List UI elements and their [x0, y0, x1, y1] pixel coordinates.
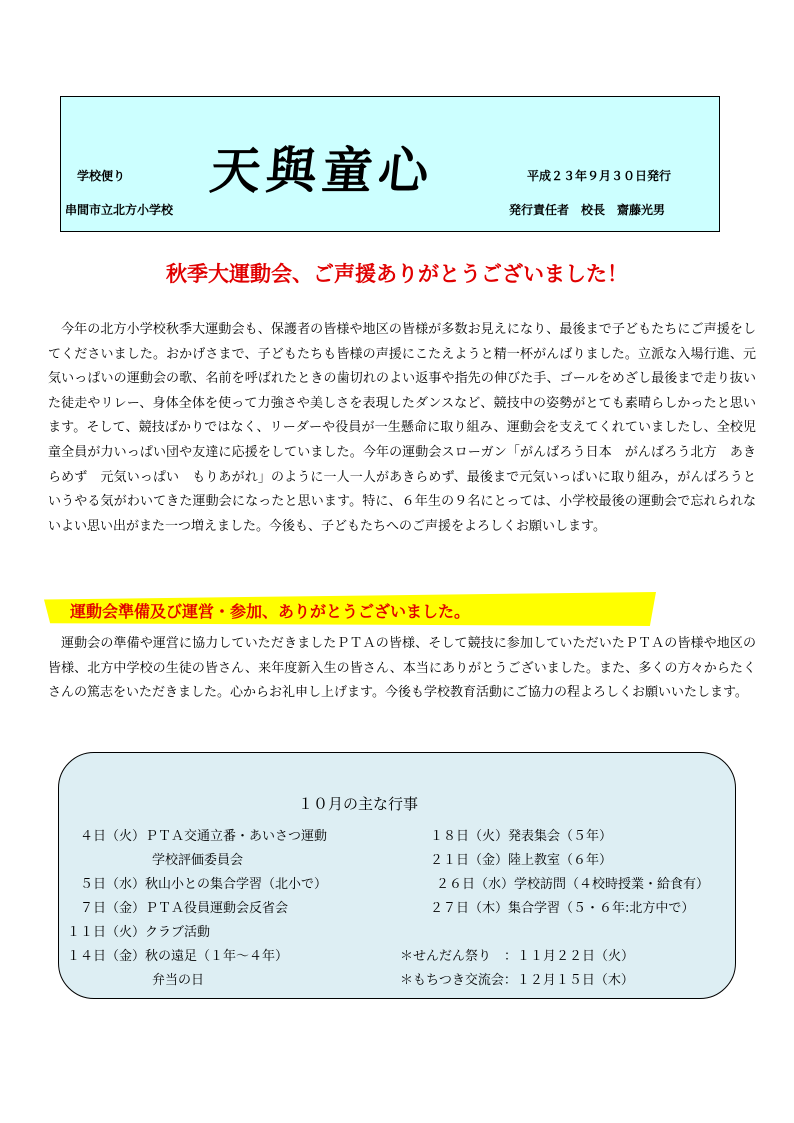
school-name: 串間市立北方小学校	[65, 203, 174, 217]
event-item: ２７日（木）集合学習（５・６年:北方中で）	[430, 901, 695, 916]
newsletter-header	[60, 96, 720, 232]
body-paragraph-1: 今年の北方小学校秋季大運動会も、保護者の皆様や地区の皆様が多数お見えになり、最後まで子どもたちにご声援をしてくださいました。おかげさまで、子どもたちも皆様の声援にこたえようと精一杯がんばりました。立派な入場行進、元気いっぱいの運動会の歌、名前を呼ばれたときの歯切れのよい返事や指先の伸びた手、ゴールをめざし最後まで走り抜いた徒走やリレー、身体全体を使って力強さや美しさを表現したダンスなど、競技中の姿勢がとても素晴らしかったと思います。そして、競技ばかりではなく、リーダーや役員が一生懸命に取り組み、運動会を支えてくれていましたし、全校児童全員が力いっぱい団や友達に応援をしていました。今年の運動会スローガン「がんばろう日本 がんばろう北方 あきらめず 元気いっぱい もりあがれ」のように一人一人があきらめず、最後まで元気いっぱいに取り組み，がんばろうというやる気がわいてきた運動会になったと思います。特に、６年生の９名にとっては、小学校最後の運動会で忘れられないよい思い出がまた一つ増えました。今後も、子どもたちへのご声援をよろしくお願いします。	[48, 322, 756, 534]
events-title: １０月の主な行事	[298, 795, 419, 813]
event-item: 弁当の日	[152, 973, 205, 988]
newsletter-label: 学校便り	[77, 169, 126, 183]
event-item: ＊せんだん祭り ：１１月２２日（火）	[400, 949, 635, 964]
newsletter-title: 天與童心	[207, 141, 438, 200]
body-paragraph-2: 運動会の準備や運営に協力していただきましたＰＴＡの皆様、そして競技に参加していただいたＰＴＡの皆様や地区の皆様、北方中学校の生徒の皆さん、来年度新入生の皆さん、本当にありがとうございました。また、多くの方々からたくさんの篤志をいただきました。心からお礼申し上げます。今後も学校教育活動にご協力の程よろしくお願いいたします。	[48, 636, 756, 701]
event-item: ５日（水）秋山小との集合学習（北小で）	[80, 877, 328, 892]
event-item: １８日（火）発表集会（５年）	[430, 829, 613, 844]
event-item: 学校評価委員会	[152, 853, 244, 868]
event-item: ４日（火）ＰＴＡ交通立番・あいさつ運動	[80, 829, 328, 844]
section-banner-text: 運動会準備及び運営・参加、ありがとうございました。	[70, 602, 471, 621]
event-item: ＊もちつき交流会：１２月１５日（木）	[400, 973, 634, 988]
event-item: ７日（金）ＰＴＡ役員運動会反省会	[80, 901, 289, 916]
headline: 秋季大運動会、ご声援ありがとうございました！	[166, 262, 628, 286]
issue-date: 平成２３年９月３０日発行	[527, 169, 672, 183]
event-item: １１日（火）クラブ活動	[67, 925, 211, 940]
event-item: １４日（金）秋の遠足（１年～４年）	[67, 949, 289, 964]
event-item: ２６日（水）学校訪問（４校時授業・給食有）	[436, 877, 710, 892]
issuer: 発行責任者 校長 齋藤光男	[509, 203, 666, 217]
event-item: ２１日（金）陸上教室（６年）	[430, 853, 613, 868]
